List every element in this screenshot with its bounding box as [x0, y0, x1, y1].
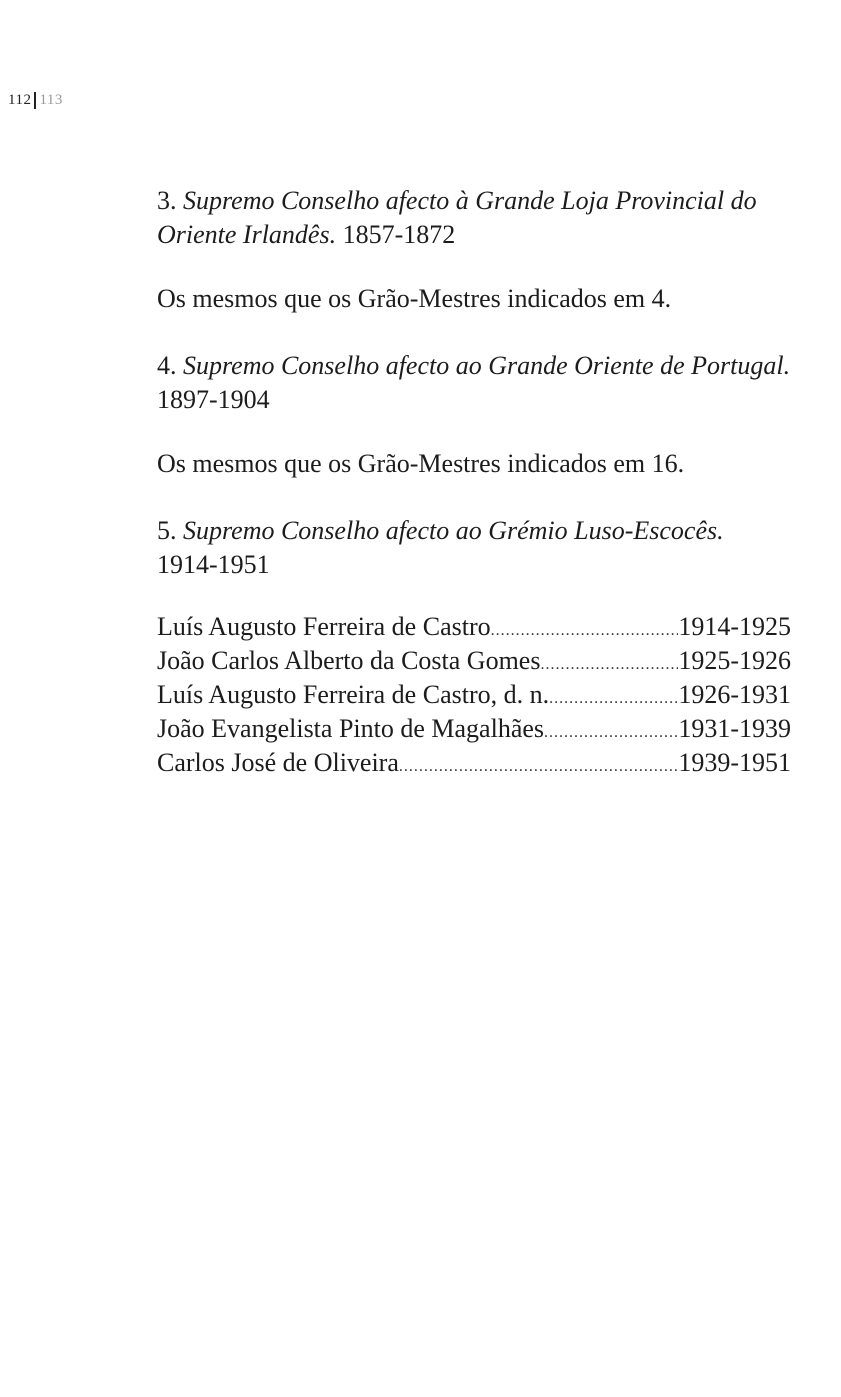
section-3 — [157, 184, 791, 316]
page-number-separator — [34, 92, 36, 109]
section-heading — [157, 514, 791, 582]
grand-master-period: 1926-1931 — [678, 680, 791, 709]
section-years: 1897-1904 — [157, 385, 270, 414]
grand-master-period: 1931-1939 — [678, 714, 791, 743]
section-4 — [157, 349, 791, 481]
next-page-number: 113 — [39, 92, 63, 108]
section-years: 1914-1951 — [157, 550, 270, 579]
section-number: 3. — [157, 186, 177, 215]
section-5 — [157, 514, 791, 780]
section-heading — [157, 184, 791, 252]
list-item — [157, 712, 791, 746]
grand-master-period: 1914-1925 — [678, 612, 791, 641]
section-heading — [157, 349, 791, 417]
section-years: 1857-1872 — [342, 220, 456, 249]
grand-master-name: João Carlos Alberto da Costa Gomes — [157, 646, 541, 675]
grand-masters-list — [157, 610, 791, 780]
list-item — [157, 678, 791, 712]
list-item — [157, 610, 791, 644]
section-number: 4. — [157, 351, 177, 380]
dot-leader — [399, 750, 678, 784]
section-title: Supremo Conselho afecto à Grande Loja Provincial do Oriente Irlandês. — [157, 186, 757, 249]
grand-master-period: 1925-1926 — [678, 646, 791, 675]
section-title: Supremo Conselho afecto ao Grémio Luso-Escocês. — [183, 516, 724, 545]
grand-master-name: Luís Augusto Ferreira de Castro — [157, 612, 491, 641]
dot-leader — [491, 614, 679, 648]
list-item — [157, 644, 791, 678]
section-body: Os mesmos que os Grão-Mestres indicados em 16. — [157, 449, 685, 478]
grand-master-name: João Evangelista Pinto de Magalhães — [157, 714, 545, 743]
page-number — [8, 92, 63, 109]
dot-leader — [544, 716, 678, 750]
grand-master-name: Luís Augusto Ferreira de Castro, d. n. — [157, 680, 550, 709]
section-title: Supremo Conselho afecto ao Grande Oriente de Portugal. — [183, 351, 791, 380]
dot-leader — [549, 682, 678, 716]
section-body: Os mesmos que os Grão-Mestres indicados em 4. — [157, 284, 672, 313]
dot-leader — [540, 648, 678, 682]
page-content — [157, 184, 791, 780]
section-number: 5. — [157, 516, 177, 545]
grand-master-name: Carlos José de Oliveira — [157, 748, 399, 777]
current-page-number: 112 — [8, 92, 32, 108]
list-item — [157, 746, 791, 780]
grand-master-period: 1939-1951 — [678, 748, 791, 777]
